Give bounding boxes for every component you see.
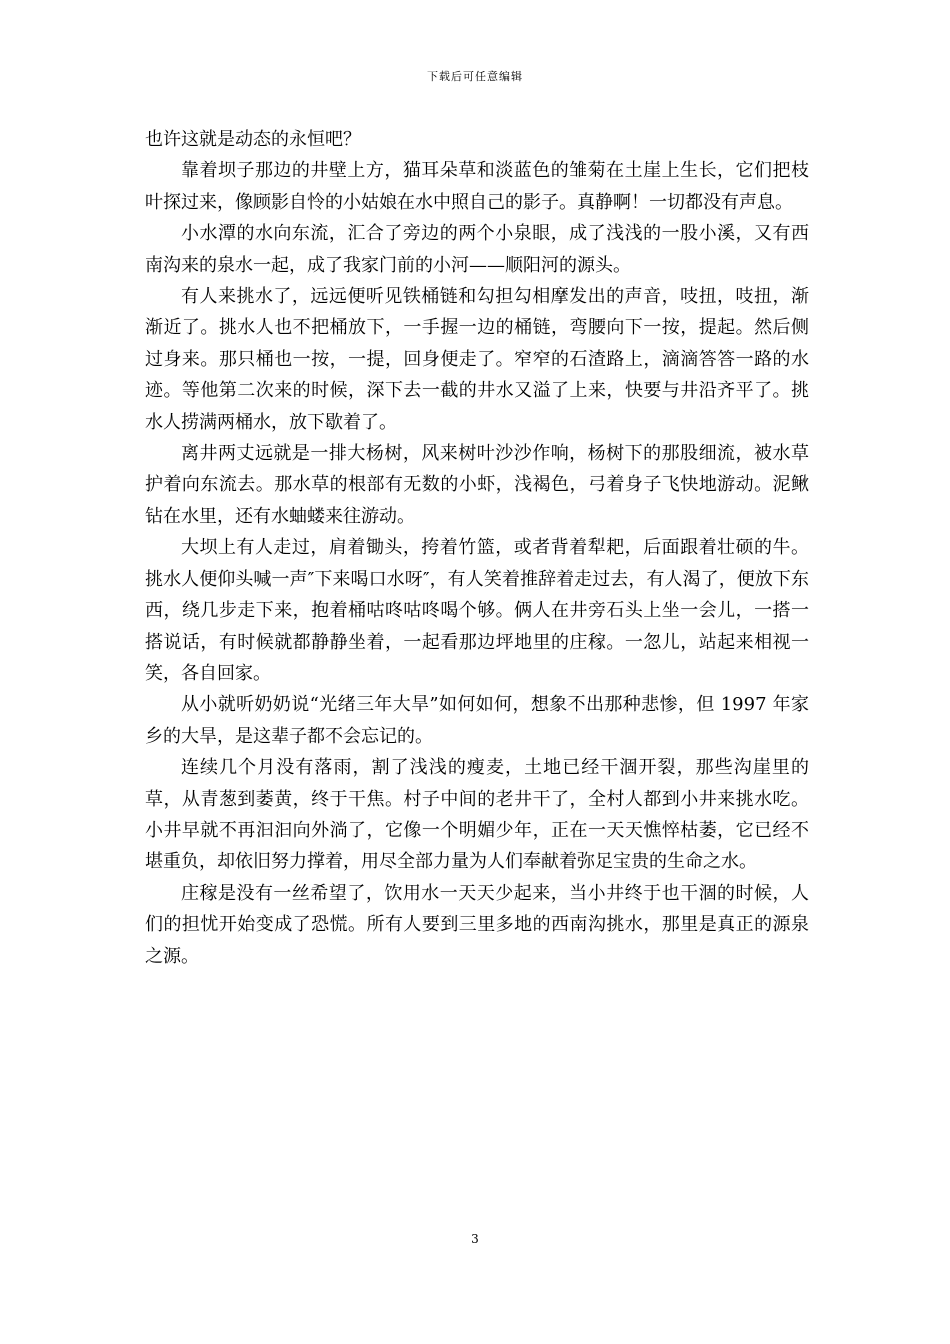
- body-text: [145, 124, 809, 972]
- paragraph: 庄稼是没有一丝希望了，饮用水一天天少起来，当小井终于也干涸的时候，人们的担忧开始变成了恐慌。所有人要到三里多地的西南沟挑水，那里是真正的源泉之源。: [145, 882, 809, 967]
- page-number: 3: [471, 1232, 479, 1246]
- paragraph: 也许这就是动态的永恒吧？: [145, 129, 361, 150]
- page-header: 下载后可任意编辑: [427, 70, 523, 83]
- paragraph: 大坝上有人走过，肩着锄头，挎着竹篮，或者背着犁耙，后面跟着壮硕的牛。挑水人便仰头喊一声″下来喝口水呀″，有人笑着推辞着走过去，有人渴了，便放下东西，绕几步走下来，抱着桶咕咚咕咚喝个够。俩人在井旁石头上坐一会儿，一搭一搭说话，有时候就都静静坐着，一起看那边坪地里的庄稼。一忽儿，站起来相视一笑，各自回家。: [145, 537, 809, 684]
- paragraph: 从小就听奶奶说“光绪三年大旱”如何如何，想象不出那种悲惨，但 1997 年家乡的大旱，是这辈子都不会忘记的。: [145, 694, 809, 747]
- paragraph: 小水潭的水向东流，汇合了旁边的两个小泉眼，成了浅浅的一股小溪，又有西南沟来的泉水一起，成了我家门前的小河——顺阳河的源头。: [145, 223, 809, 276]
- paragraph: 离井两丈远就是一排大杨树，风来树叶沙沙作响，杨树下的那股细流，被水草护着向东流去。那水草的根部有无数的小虾，浅褐色，弓着身子飞快地游动。泥鳅钻在水里，还有水蚰蝼来往游动。: [145, 443, 809, 527]
- paragraph: 有人来挑水了，远远便听见铁桶链和勾担勾相摩发出的声音，吱扭，吱扭，渐渐近了。挑水人也不把桶放下，一手握一边的桶链，弯腰向下一按，提起。然后侧过身来。那只桶也一按，一提，回身便走了。窄窄的石渣路上，滴滴答答一路的水迹。等他第二次来的时候，深下去一截的井水又溢了上来，快要与井沿齐平了。挑水人捞满两桶水，放下歇着了。: [145, 286, 809, 433]
- paragraph: 靠着坝子那边的井壁上方，猫耳朵草和淡蓝色的雏菊在土崖上生长，它们把枝叶探过来，像顾影自怜的小姑娘在水中照自己的影子。真静啊！一切都没有声息。: [145, 160, 809, 213]
- paragraph: 连续几个月没有落雨，割了浅浅的瘦麦，土地已经干涸开裂，那些沟崖里的草，从青葱到萎黄，终于干焦。村子中间的老井干了，全村人都到小井来挑水吃。小井早就不再汩汩向外淌了，它像一个明媚少年，正在一天天憔悴枯萎，它已经不堪重负，却依旧努力撑着，用尽全部力量为人们奉献着弥足宝贵的生命之水。: [145, 757, 809, 873]
